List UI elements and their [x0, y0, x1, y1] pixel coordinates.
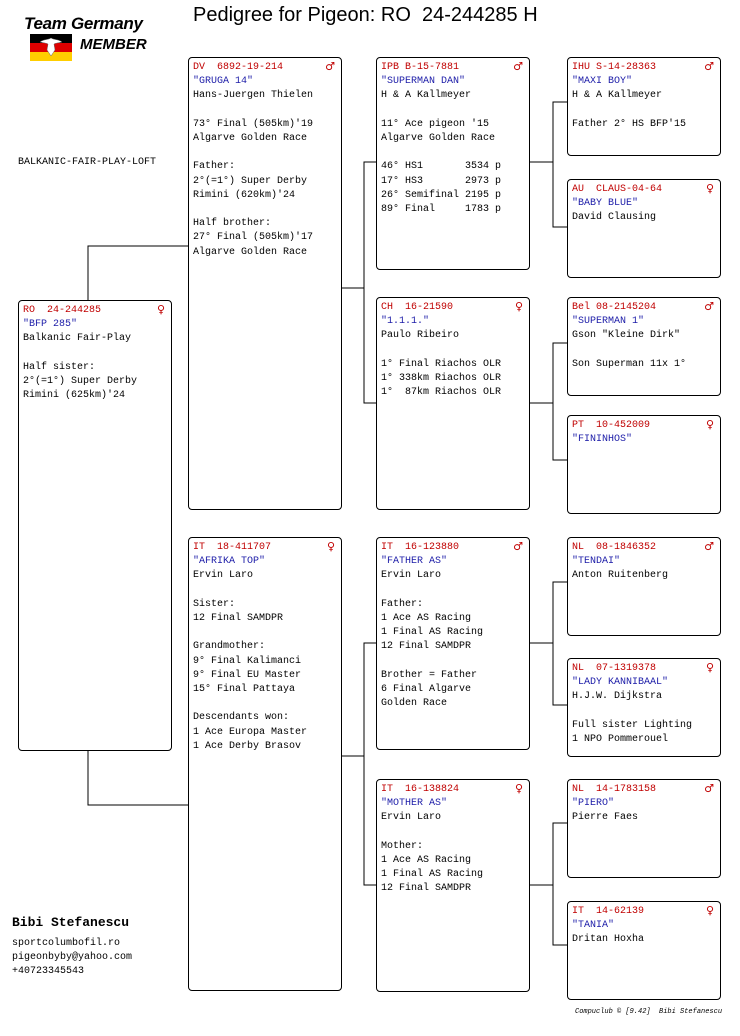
note-line: Mother:	[381, 840, 424, 852]
note-line: 46° HS1 3534 p	[381, 161, 502, 173]
pigeon-card-ggs-1	[567, 57, 721, 156]
note-line: 2°(=1°) Super Derby	[23, 376, 138, 387]
pigeon-card-ggd-4	[567, 901, 721, 1000]
footer-credit: Compuclub © [9.42] Bibi Stefanescu	[575, 1008, 723, 1016]
note-line: Gson "Kleine Dirk"	[572, 330, 681, 342]
note-line: 1 Ace AS Racing	[381, 613, 472, 624]
page-title: Pedigree for Pigeon: RO 24-244285 H	[193, 4, 538, 26]
ring-number: NL 07-1319378 ♀	[572, 661, 714, 674]
pigeon-name: "BABY BLUE"	[572, 198, 639, 210]
note-line: Rimini (625km)'24	[23, 390, 126, 402]
note-line: Father 2° HS BFP'15	[572, 118, 687, 130]
pigeon-name: "MAXI BOY"	[572, 76, 633, 88]
pigeon-name: "BFP 285"	[23, 319, 78, 331]
note-line: Half sister:	[23, 361, 96, 373]
note-line: Hans-Juergen Thielen	[193, 90, 314, 102]
note-line: 1 Ace Derby Brasov	[193, 740, 302, 752]
note-line	[23, 347, 167, 361]
note-line: 12 Final SAMDPR	[193, 613, 284, 624]
pigeon-card-sire-sire	[376, 57, 530, 270]
note-line: H & A Kallmeyer	[381, 90, 472, 102]
note-line: Grandmother:	[193, 641, 266, 653]
pigeon-name: "FATHER AS"	[381, 556, 448, 568]
author-contact	[12, 937, 132, 979]
note-line: Half brother:	[193, 218, 272, 230]
ring-number: PT 10-452009 ♀	[572, 418, 714, 431]
logo-line1: Team Germany	[24, 14, 143, 33]
author-name: Bibi Stefanescu	[12, 915, 130, 930]
ring-number: IPB B-15-7881 ♂	[381, 60, 523, 73]
note-line: Ervin Laro	[381, 812, 442, 824]
ring-number: NL 14-1783158 ♂	[572, 782, 714, 795]
note-line: 1° 87km Riachos OLR	[381, 387, 502, 399]
pigeon-card-sire	[188, 57, 342, 510]
pigeon-name: "TENDAI"	[572, 556, 621, 568]
ring-number: IHU S-14-28363 ♂	[572, 60, 714, 73]
ring-number: IT 16-123880 ♂	[381, 540, 523, 553]
note-line	[572, 104, 716, 118]
note-line	[381, 146, 525, 160]
note-line	[193, 104, 337, 118]
female-icon: ♀	[514, 300, 523, 313]
female-icon: ♀	[705, 418, 714, 431]
pigeon-card-dam	[188, 537, 342, 991]
pigeon-name: "FININHOS"	[572, 434, 633, 446]
note-line	[381, 584, 525, 598]
note-line: Algarve Golden Race	[193, 246, 308, 258]
note-line: 27° Final (505km)'17	[193, 232, 314, 244]
note-line: Balkanic Fair-Play	[23, 333, 132, 345]
pigeon-card-dam-dam	[376, 779, 530, 992]
note-line: H.J.W. Dijkstra	[572, 691, 663, 703]
pigeon-name: "SUPERMAN DAN"	[381, 76, 466, 88]
note-line	[572, 705, 716, 719]
pigeon-card-sire-dam	[376, 297, 530, 510]
note-line: Father:	[193, 161, 236, 173]
ring-number: IT 18-411707 ♀	[193, 540, 335, 553]
female-icon: ♀	[326, 540, 335, 553]
note-line: H & A Kallmeyer	[572, 90, 663, 102]
ring-number: Bel 08-2145204 ♂	[572, 300, 714, 313]
note-line: 1° 338km Riachos OLR	[381, 373, 502, 384]
note-line: 89° Final 1783 p	[381, 204, 502, 215]
note-line: 1° Final Riachos OLR	[381, 358, 502, 370]
ring-number: DV 6892-19-214 ♂	[193, 60, 335, 73]
note-line	[193, 146, 337, 160]
note-line: 12 Final SAMDPR	[381, 641, 472, 653]
pigeon-name: "TANIA"	[572, 920, 615, 932]
male-icon: ♂	[513, 540, 523, 553]
note-line: 2°(=1°) Super Derby	[193, 175, 308, 187]
pigeon-card-ggs-2	[567, 179, 721, 278]
note-line: Golden Race	[381, 698, 448, 710]
note-line: Ervin Laro	[193, 570, 254, 582]
phone-text: +40723345543	[12, 966, 85, 977]
note-line: 1 Ace AS Racing	[381, 855, 472, 866]
pigeon-card-ggd-3	[567, 779, 721, 878]
male-icon: ♂	[704, 300, 714, 313]
pigeon-name: "SUPERMAN 1"	[572, 316, 645, 328]
pigeon-card-dam-sire	[376, 537, 530, 750]
note-line: 1 Ace Europa Master	[193, 726, 308, 738]
email-text: pigeonbyby@yahoo.com	[12, 952, 133, 963]
female-icon: ♀	[705, 661, 714, 674]
pigeon-card-ggd-1	[567, 537, 721, 636]
note-line	[381, 826, 525, 840]
female-icon: ♀	[705, 182, 714, 195]
note-line: Rimini (620km)'24	[193, 189, 296, 201]
note-line: Brother = Father	[381, 669, 478, 681]
female-icon: ♀	[514, 782, 523, 795]
ring-number: CH 16-21590 ♀	[381, 300, 523, 313]
note-line	[572, 344, 716, 358]
pigeon-name: "GRUGA 14"	[193, 76, 254, 88]
note-line: Son Superman 11x 1°	[572, 358, 687, 370]
note-line: 15° Final Pattaya	[193, 684, 296, 695]
note-line: Algarve Golden Race	[193, 133, 308, 144]
note-line	[193, 584, 337, 598]
male-icon: ♂	[704, 540, 714, 553]
female-icon: ♀	[156, 303, 165, 316]
pigeon-name: "MOTHER AS"	[381, 798, 448, 810]
pigeon-card-subject	[18, 300, 172, 751]
note-line	[193, 697, 337, 711]
loft-name: BALKANIC-FAIR-PLAY-LOFT	[18, 157, 157, 168]
male-icon: ♂	[704, 782, 714, 795]
logo-line2: MEMBER	[80, 36, 147, 53]
pigeon-name: "PIERO"	[572, 798, 615, 810]
ring-number: IT 16-138824 ♀	[381, 782, 523, 795]
pigeon-name: "AFRIKA TOP"	[193, 556, 266, 568]
pigeon-card-ggd-2	[567, 658, 721, 757]
note-line: 73° Final (505km)'19	[193, 118, 314, 130]
website-text: sportcolumbofil.ro	[12, 938, 121, 949]
note-line: Descendants won:	[193, 712, 290, 724]
male-icon: ♂	[325, 60, 335, 73]
note-line	[381, 104, 525, 118]
note-line: Paulo Ribeiro	[381, 330, 460, 342]
note-line	[193, 626, 337, 640]
note-line: 9° Final Kalimanci	[193, 655, 302, 667]
note-line: 6 Final Algarve	[381, 684, 472, 695]
ring-number: NL 08-1846352 ♂	[572, 540, 714, 553]
note-line: 1 Final AS Racing	[381, 627, 484, 639]
ring-number: AU CLAUS-04-64 ♀	[572, 182, 714, 195]
note-line: 26° Semifinal 2195 p	[381, 189, 502, 201]
male-icon: ♂	[513, 60, 523, 73]
note-line: 12 Final SAMDPR	[381, 883, 472, 895]
note-line: 1 NPO Pommerouel	[572, 734, 669, 745]
note-line: David Clausing	[572, 212, 657, 224]
note-line: 9° Final EU Master	[193, 669, 302, 681]
note-line: 17° HS3 2973 p	[381, 175, 502, 187]
note-line	[193, 203, 337, 217]
pigeon-card-ggs-3	[567, 297, 721, 396]
note-line: Sister:	[193, 598, 236, 610]
ring-number: RO 24-244285 ♀	[23, 303, 165, 316]
note-line: Algarve Golden Race	[381, 133, 496, 144]
pigeon-name: "LADY KANNIBAAL"	[572, 677, 669, 689]
female-icon: ♀	[705, 904, 714, 917]
pigeon-name: "1.1.1."	[381, 316, 430, 328]
note-line	[381, 655, 525, 669]
note-line: Dritan Hoxha	[572, 934, 645, 946]
note-line: Father:	[381, 598, 424, 610]
note-line: Pierre Faes	[572, 812, 639, 824]
pigeon-card-ggs-4	[567, 415, 721, 514]
ring-number: IT 14-62139 ♀	[572, 904, 714, 917]
note-line: 1 Final AS Racing	[381, 869, 484, 881]
note-line: 11° Ace pigeon '15	[381, 118, 490, 130]
male-icon: ♂	[704, 60, 714, 73]
note-line: Ervin Laro	[381, 570, 442, 582]
note-line: Full sister Lighting	[572, 719, 693, 731]
note-line: Anton Ruitenberg	[572, 570, 669, 582]
note-line	[381, 344, 525, 358]
